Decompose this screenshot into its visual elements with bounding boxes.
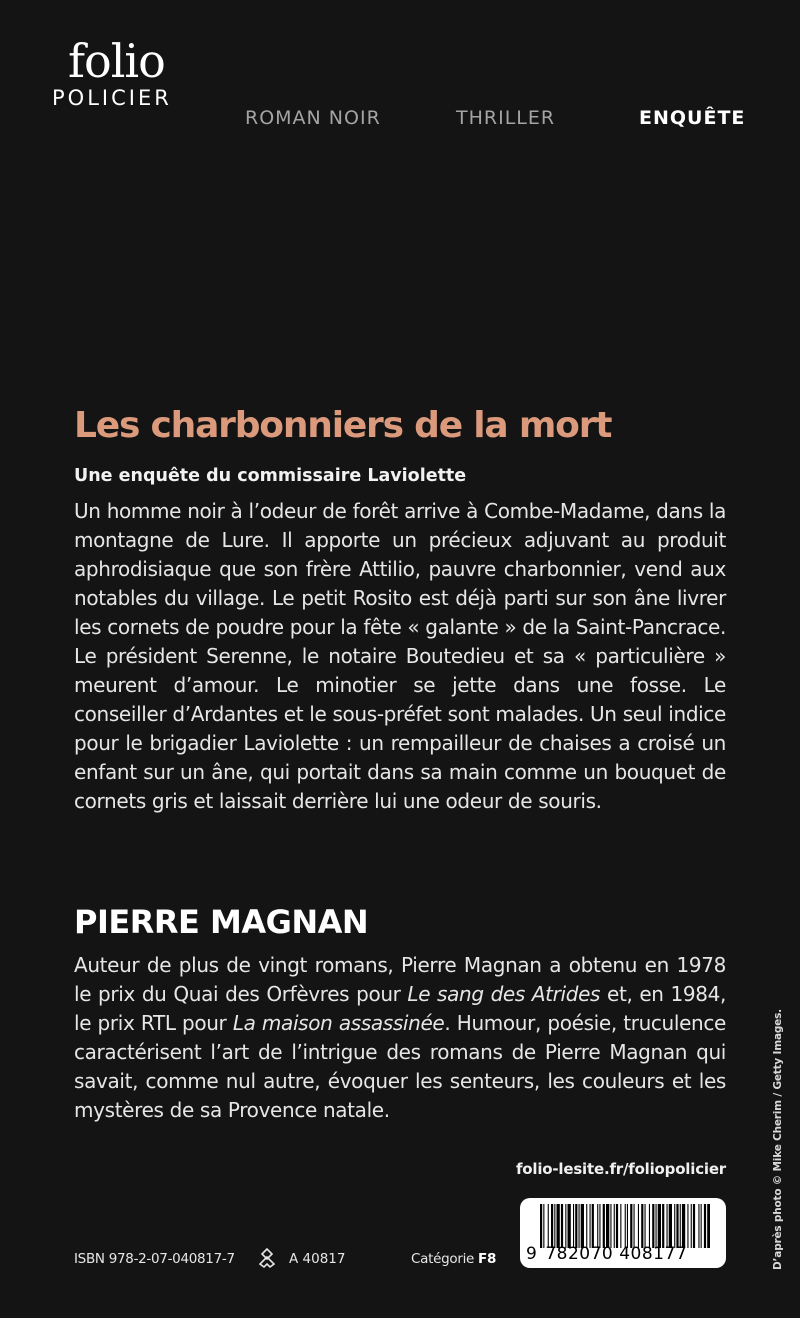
barcode-bar xyxy=(606,1204,609,1248)
publisher-emblem-icon xyxy=(255,1246,279,1270)
categorie-value: F8 xyxy=(478,1251,497,1267)
barcode-bar xyxy=(610,1204,611,1248)
barcode-bar xyxy=(573,1204,574,1248)
barcode-digits xyxy=(526,1244,722,1264)
barcode-bar xyxy=(614,1204,615,1248)
barcode-bar xyxy=(649,1204,650,1248)
barcode-bar xyxy=(630,1204,632,1248)
barcode-bar xyxy=(548,1204,549,1248)
barcode-bar xyxy=(638,1204,639,1248)
barcode-bar xyxy=(698,1204,699,1248)
barcode-bar xyxy=(701,1204,702,1248)
barcode-bar xyxy=(597,1204,598,1248)
book-subtitle: Une enquête du commissaire Laviolette xyxy=(74,466,467,486)
author-bio xyxy=(74,951,726,1125)
barcode-bar xyxy=(554,1204,555,1248)
genre-enquete: ENQUÊTE xyxy=(639,107,746,129)
barcode-bar xyxy=(590,1204,591,1248)
bio-book-title-2: La maison assassinée xyxy=(232,1011,445,1035)
barcode-bar xyxy=(579,1204,580,1248)
barcode-bar xyxy=(586,1204,587,1248)
barcode-bar xyxy=(540,1204,542,1248)
barcode-bar xyxy=(682,1204,685,1248)
barcode-bar xyxy=(687,1204,688,1248)
barcode-bar xyxy=(707,1204,710,1248)
barcode-bar xyxy=(656,1204,657,1248)
barcode-bar xyxy=(625,1204,626,1248)
barcode-bar xyxy=(557,1204,560,1248)
barcode-left-digits: 782070 xyxy=(545,1244,614,1264)
genre-thriller: THRILLER xyxy=(456,107,556,129)
barcode-bar xyxy=(674,1204,675,1248)
barcode-bar xyxy=(658,1204,661,1248)
barcode-bar xyxy=(693,1204,695,1248)
barcode-bar xyxy=(543,1204,544,1248)
bio-text-1: Auteur de plus de vingt romans, Pierre Magnan a obtenu en 1978 le prix du Quai des Orfèvres pour xyxy=(74,953,726,1006)
barcode-bar xyxy=(676,1204,678,1248)
barcode xyxy=(520,1198,726,1268)
bio-text-2: et, en 1984, le prix RTL pour xyxy=(74,982,727,1035)
genre-roman-noir: ROMAN NOIR xyxy=(245,107,381,129)
author-name: PIERRE MAGNAN xyxy=(74,903,369,941)
barcode-bar xyxy=(641,1204,643,1248)
barcode-bar xyxy=(603,1204,605,1248)
logo-folio-text: folio xyxy=(68,34,165,88)
barcode-bar xyxy=(669,1204,672,1248)
barcode-bar xyxy=(568,1204,571,1248)
barcode-bar xyxy=(565,1204,566,1248)
barcode-bars xyxy=(540,1204,710,1248)
barcode-bar xyxy=(662,1204,664,1248)
logo-policier-text: POLICIER xyxy=(52,86,172,110)
barcode-bar xyxy=(652,1204,654,1248)
bio-text-3: . Humour, poésie, truculence caractérisent l’art de l’intrigue des romans de Pierre Magnan qui savait, comme nul autre, évoquer les senteurs, les couleurs et les mystères de sa Provence natale. xyxy=(74,1011,726,1122)
barcode-bar xyxy=(561,1204,563,1248)
website-link[interactable]: folio-lesite.fr/foliopolicier xyxy=(515,1160,726,1178)
barcode-bar xyxy=(627,1204,628,1248)
barcode-bar xyxy=(704,1204,706,1248)
barcode-bar xyxy=(680,1204,681,1248)
barcode-bar xyxy=(691,1204,692,1248)
barcode-bar xyxy=(620,1204,621,1248)
barcode-bar xyxy=(616,1204,618,1248)
bio-book-title-1: Le sang des Atrides xyxy=(407,982,601,1006)
folio-policier-logo xyxy=(52,34,202,110)
barcode-bar xyxy=(599,1204,600,1248)
photo-credit: D’après photo © Mike Cherim / Getty Images. xyxy=(772,1009,784,1270)
barcode-lead-digit: 9 xyxy=(526,1244,538,1264)
barcode-bar xyxy=(581,1204,584,1248)
isbn: ISBN 978-2-07-040817-7 xyxy=(74,1251,235,1267)
barcode-right-digits: 408177 xyxy=(619,1244,688,1264)
barcode-bar xyxy=(551,1204,553,1248)
categorie-label: Catégorie xyxy=(411,1251,479,1267)
categorie xyxy=(411,1251,496,1267)
barcode-bar xyxy=(645,1204,646,1248)
barcode-bar xyxy=(667,1204,668,1248)
barcode-bar xyxy=(634,1204,635,1248)
barcode-bar xyxy=(592,1204,594,1248)
book-title: Les charbonniers de la mort xyxy=(74,405,612,446)
barcode-bar xyxy=(575,1204,577,1248)
product-code: A 40817 xyxy=(289,1251,346,1267)
book-summary: Un homme noir à l’odeur de forêt arrive à Combe-Madame, dans la montagne de Lure. Il apporte un précieux adjuvant au produit aphrodisiaque que son frère Attilio, pauvre charbonnier, vend aux notables du village. Le petit Rosito est déjà parti sur son âne livrer les cornets de poudre pour la fête « galante » de la Saint-Pancrace. Le président Serenne, le notaire Boutedieu et sa « particulière » meurent d’amour. Le minotier se jette dans une fosse. Le conseiller d’Ardantes et le sous-préfet sont malades. Un seul indice pour le brigadier Laviolette : un rempailleur de chaises a croisé un enfant sur un âne, qui portait dans sa main comme un bouquet de cornets gris et laissait derrière lui une odeur de souris. xyxy=(74,499,726,813)
